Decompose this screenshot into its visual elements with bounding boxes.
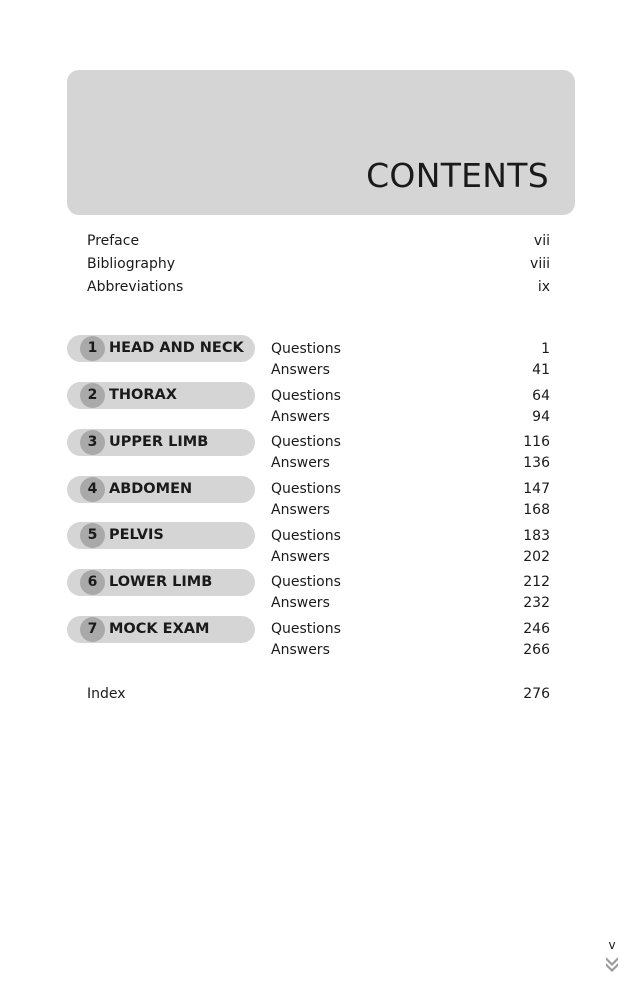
chapter-7-answers-entry[interactable] (271, 640, 550, 660)
chapter-tab-6[interactable] (67, 569, 255, 596)
chapter-number-badge: 7 (80, 617, 105, 642)
chapter-number-badge: 1 (80, 336, 105, 361)
toc-entry-label: Index (87, 686, 126, 702)
chapter-4-questions-entry[interactable] (271, 479, 550, 499)
page-number: v (608, 938, 616, 952)
chapter-1-questions-entry[interactable] (271, 339, 550, 359)
chapter-number-badge: 2 (80, 383, 105, 408)
chapter-number-badge: 6 (80, 570, 105, 595)
section-page: 116 (523, 434, 550, 450)
section-page: 212 (523, 574, 550, 590)
toc-entry-bibliography[interactable] (87, 254, 550, 274)
chapter-title: THORAX (109, 387, 177, 403)
chapter-title: ABDOMEN (109, 481, 193, 497)
section-label: Answers (271, 595, 330, 611)
chapter-5-answers-entry[interactable] (271, 547, 550, 567)
toc-entry-abbreviations[interactable] (87, 277, 550, 297)
title-band (67, 70, 575, 215)
chapter-tab-4[interactable] (67, 476, 255, 503)
chapter-title: LOWER LIMB (109, 574, 213, 590)
chapter-2-questions-entry[interactable] (271, 386, 550, 406)
toc-entry-index[interactable] (87, 684, 550, 704)
chapter-tab-3[interactable] (67, 429, 255, 456)
toc-entry-page: vii (533, 233, 550, 249)
chapter-2-answers-entry[interactable] (271, 407, 550, 427)
chapter-number-badge: 4 (80, 477, 105, 502)
chapter-6-questions-entry[interactable] (271, 572, 550, 592)
section-label: Answers (271, 549, 330, 565)
section-page: 168 (523, 502, 550, 518)
chapter-title: HEAD AND NECK (109, 340, 244, 356)
chapter-6-answers-entry[interactable] (271, 593, 550, 613)
section-label: Answers (271, 455, 330, 471)
section-page: 1 (541, 341, 550, 357)
section-label: Questions (271, 481, 341, 497)
chapter-7-questions-entry[interactable] (271, 619, 550, 639)
chapter-number-badge: 3 (80, 430, 105, 455)
section-page: 232 (523, 595, 550, 611)
section-label: Answers (271, 362, 330, 378)
chapter-4-answers-entry[interactable] (271, 500, 550, 520)
toc-entry-label: Bibliography (87, 256, 175, 272)
chapter-3-questions-entry[interactable] (271, 432, 550, 452)
double-chevron-down-icon (604, 955, 620, 973)
chapter-tab-2[interactable] (67, 382, 255, 409)
section-page: 64 (532, 388, 550, 404)
section-label: Questions (271, 621, 341, 637)
toc-entry-page: viii (530, 256, 550, 272)
section-page: 202 (523, 549, 550, 565)
toc-entry-page: 276 (523, 686, 550, 702)
toc-entry-label: Abbreviations (87, 279, 184, 295)
section-label: Answers (271, 502, 330, 518)
chapter-1-answers-entry[interactable] (271, 360, 550, 380)
section-label: Answers (271, 642, 330, 658)
section-label: Questions (271, 434, 341, 450)
chapter-title: MOCK EXAM (109, 621, 210, 637)
section-label: Questions (271, 574, 341, 590)
section-label: Questions (271, 341, 341, 357)
section-page: 266 (523, 642, 550, 658)
section-page: 136 (523, 455, 550, 471)
section-page: 94 (532, 409, 550, 425)
chapter-tab-5[interactable] (67, 522, 255, 549)
chapter-tab-7[interactable] (67, 616, 255, 643)
chapter-number-badge: 5 (80, 523, 105, 548)
chapter-3-answers-entry[interactable] (271, 453, 550, 473)
toc-entry-page: ix (537, 279, 550, 295)
section-label: Questions (271, 388, 341, 404)
page-title: CONTENTS (366, 156, 549, 195)
section-page: 147 (523, 481, 550, 497)
section-label: Questions (271, 528, 341, 544)
section-page: 246 (523, 621, 550, 637)
section-page: 41 (532, 362, 550, 378)
chapter-title: UPPER LIMB (109, 434, 209, 450)
toc-entry-label: Preface (87, 233, 140, 249)
chapter-tab-1[interactable] (67, 335, 255, 362)
section-page: 183 (523, 528, 550, 544)
toc-entry-preface[interactable] (87, 231, 550, 251)
chapter-5-questions-entry[interactable] (271, 526, 550, 546)
chapter-title: PELVIS (109, 527, 164, 543)
section-label: Answers (271, 409, 330, 425)
